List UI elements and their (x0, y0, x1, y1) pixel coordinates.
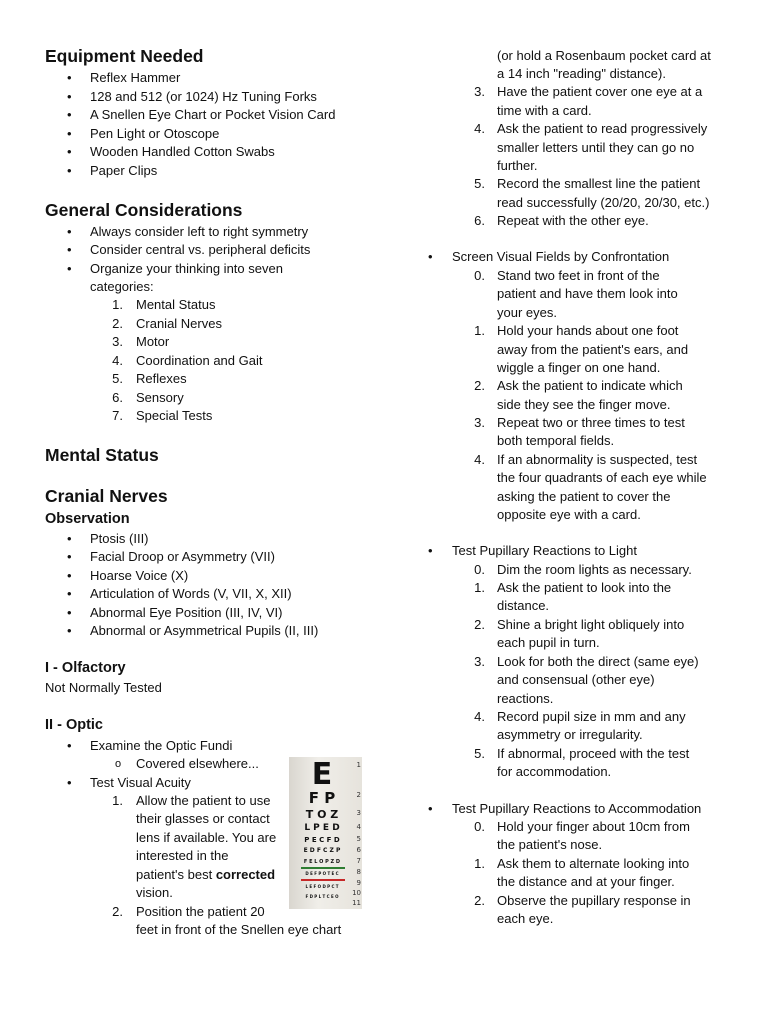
bullet: • (67, 126, 72, 141)
list-number: 4. (474, 709, 485, 724)
chart-row: L P E D (304, 823, 340, 833)
step-line: Position the patient 20 (136, 904, 265, 919)
list-number: 1. (474, 580, 485, 595)
olfactory-text: Not Normally Tested (45, 680, 162, 695)
category-item: Reflexes (136, 371, 187, 386)
bullet: • (67, 775, 72, 790)
list-number: 3. (474, 654, 485, 669)
step-line: further. (497, 158, 538, 173)
step-line: Ask the patient to indicate which (497, 378, 683, 393)
list-item: Ptosis (III) (90, 531, 149, 546)
bullet: • (67, 623, 72, 638)
step-line: Ask them to alternate looking into (497, 856, 690, 871)
step-line: vision. (136, 885, 173, 900)
bullet: • (67, 261, 72, 276)
bullet: • (67, 107, 72, 122)
list-number: 3. (474, 84, 485, 99)
step-line: a 14 inch "reading" distance). (497, 66, 666, 81)
step-line: Hold your hands about one foot (497, 323, 679, 338)
row-number: 11 (352, 899, 361, 907)
list-item: Consider central vs. peripheral deficits (90, 242, 311, 257)
step-line: wiggle a finger on one hand. (497, 360, 661, 375)
chart-row: F P (308, 789, 336, 807)
step-line: Repeat two or three times to test (497, 415, 685, 430)
step-line: Look for both the direct (same eye) (497, 654, 699, 669)
chart-row: F D P L T C E O (305, 894, 339, 899)
list-number: 7. (112, 408, 123, 423)
list-number: 1. (474, 856, 485, 871)
step-line: Hold your finger about 10cm from (497, 819, 690, 834)
step-line: interested in the (136, 848, 229, 863)
list-item: Always consider left to right symmetry (90, 224, 309, 239)
list-number: 4. (474, 452, 485, 467)
bullet: • (67, 242, 72, 257)
list-item-continuation: categories: (90, 279, 154, 294)
chart-row: E (311, 757, 333, 792)
list-number: 1. (474, 323, 485, 338)
row-number: 10 (352, 889, 361, 897)
step-line: asking the patient to cover the (497, 489, 671, 504)
list-item: Facial Droop or Asymmetry (VII) (90, 549, 275, 564)
step-line: feet in front of the Snellen eye chart (136, 922, 342, 937)
step-line: for accommodation. (497, 764, 612, 779)
list-item: Hoarse Voice (X) (90, 568, 189, 583)
step-line: Record pupil size in mm and any (497, 709, 686, 724)
list-number: 2. (474, 378, 485, 393)
sub-bullet: o (115, 758, 122, 770)
step-line: lens if available. You are (136, 830, 277, 845)
row-number: 9 (356, 879, 361, 887)
bullet: • (67, 738, 72, 753)
category-item: Motor (136, 334, 170, 349)
list-item: Abnormal or Asymmetrical Pupils (II, III) (90, 623, 319, 638)
list-number: 0. (474, 268, 485, 283)
row-number: 8 (356, 868, 361, 876)
list-item: Examine the Optic Fundi (90, 738, 233, 753)
sub-list-item: Covered elsewhere... (136, 756, 259, 771)
red-line (301, 879, 345, 881)
list-item: A Snellen Eye Chart or Pocket Vision Card (90, 107, 336, 122)
list-item: Pen Light or Otoscope (90, 126, 220, 141)
chart-row: T O Z (305, 808, 339, 821)
list-number: 2. (474, 893, 485, 908)
list-number: 4. (112, 353, 123, 368)
general-heading: General Considerations (45, 200, 243, 220)
step-line: away from the patient's ears, and (497, 342, 689, 357)
step-line: each pupil in turn. (497, 635, 600, 650)
row-number: 7 (356, 857, 361, 865)
step-line: Observe the pupillary response in (497, 893, 691, 908)
chart-row: P E C F D (304, 836, 340, 844)
category-item: Cranial Nerves (136, 316, 222, 331)
step-line: Shine a bright light obliquely into (497, 617, 685, 632)
bullet: • (67, 89, 72, 104)
bullet: • (428, 249, 433, 264)
step-line: their glasses or contact (136, 811, 270, 826)
step-line: the patient's nose. (497, 837, 603, 852)
observation-heading: Observation (45, 511, 130, 527)
list-item: Organize your thinking into seven (90, 261, 283, 276)
step-line: your eyes. (497, 305, 557, 320)
row-number: 5 (356, 835, 361, 843)
optic-heading: II - Optic (45, 717, 103, 733)
chart-row: L E F O D P C T (305, 884, 339, 889)
list-item: 128 and 512 (or 1024) Hz Tuning Forks (90, 89, 317, 104)
bullet: • (67, 531, 72, 546)
list-item: Reflex Hammer (90, 70, 181, 85)
bullet: • (67, 163, 72, 178)
snellen-eye-chart-image (289, 757, 362, 909)
step-line: time with a card. (497, 103, 592, 118)
list-number: 3. (112, 334, 123, 349)
list-number: 0. (474, 819, 485, 834)
step-line: Ask the patient to read progressively (497, 121, 708, 136)
list-number: 3. (474, 415, 485, 430)
chart-row: F E L O P Z D (303, 859, 341, 865)
row-number: 3 (356, 809, 361, 817)
green-line (301, 867, 345, 869)
bullet: • (428, 801, 433, 816)
bullet: • (67, 549, 72, 564)
row-number: 1 (356, 761, 361, 769)
step-line: If abnormal, proceed with the test (497, 746, 690, 761)
row-number: 4 (356, 823, 361, 831)
list-number: 0. (474, 562, 485, 577)
list-item: Abnormal Eye Position (III, IV, VI) (90, 605, 283, 620)
category-item: Sensory (136, 390, 184, 405)
step-line: Repeat with the other eye. (497, 213, 649, 228)
step-line: asymmetry or irregularity. (497, 727, 643, 742)
section-title: Screen Visual Fields by Confrontation (452, 249, 670, 264)
step-line (136, 867, 275, 882)
chart-row: E D F C Z P (303, 847, 341, 854)
bullet: • (428, 543, 433, 558)
list-number: 2. (474, 617, 485, 632)
step-text: patient's best (136, 867, 216, 882)
list-number: 6. (474, 213, 485, 228)
bullet: • (67, 605, 72, 620)
step-line: side they see the finger move. (497, 397, 671, 412)
list-number: 6. (112, 390, 123, 405)
olfactory-heading: I - Olfactory (45, 660, 126, 676)
mental-status-heading: Mental Status (45, 445, 159, 465)
category-item: Mental Status (136, 297, 216, 312)
step-line: (or hold a Rosenbaum pocket card at (497, 48, 711, 63)
list-number: 5. (112, 371, 123, 386)
list-item: Paper Clips (90, 163, 158, 178)
step-line: and consensual (other eye) (497, 672, 655, 687)
step-line: If an abnormality is suspected, test (497, 452, 698, 467)
step-line: smaller letters until they can go no (497, 140, 695, 155)
step-line: reactions. (497, 691, 554, 706)
row-number: 6 (356, 846, 361, 854)
emphasis-text: corrected (215, 867, 276, 882)
step-line: both temporal fields. (497, 433, 615, 448)
step-line: the four quadrants of each eye while (497, 470, 707, 485)
section-title: Test Pupillary Reactions to Accommodation (452, 801, 702, 816)
step-line: Record the smallest line the patient (497, 176, 701, 191)
bullet: • (67, 144, 72, 159)
list-number: 4. (474, 121, 485, 136)
list-number: 2. (112, 904, 123, 919)
list-number: 1. (112, 793, 123, 808)
step-line: Allow the patient to use (136, 793, 271, 808)
chart-row: D E F P O T E C (305, 871, 339, 876)
step-line: distance. (497, 598, 550, 613)
row-number: 2 (356, 791, 361, 799)
equipment-heading: Equipment Needed (45, 46, 204, 66)
list-item: Wooden Handled Cotton Swabs (90, 144, 275, 159)
list-number: 1. (112, 297, 123, 312)
category-item: Special Tests (136, 408, 213, 423)
bullet: • (67, 586, 72, 601)
step-line: Dim the room lights as necessary. (497, 562, 692, 577)
step-line: patient and have them look into (497, 286, 678, 301)
list-number: 5. (474, 746, 485, 761)
step-line: Ask the patient to look into the (497, 580, 672, 595)
list-number: 5. (474, 176, 485, 191)
list-item: Articulation of Words (V, VII, X, XII) (90, 586, 292, 601)
cranial-nerves-heading: Cranial Nerves (45, 486, 168, 506)
bullet: • (67, 568, 72, 583)
bullet: • (67, 70, 72, 85)
step-line: the distance and at your finger. (497, 874, 675, 889)
category-item: Coordination and Gait (136, 353, 263, 368)
step-line: read successfully (20/20, 20/30, etc.) (497, 195, 710, 210)
list-item: Test Visual Acuity (90, 775, 191, 790)
step-line: opposite eye with a card. (497, 507, 641, 522)
step-line: Have the patient cover one eye at a (497, 84, 703, 99)
section-title: Test Pupillary Reactions to Light (452, 543, 637, 558)
list-number: 2. (112, 316, 123, 331)
bullet: • (67, 224, 72, 239)
step-line: Stand two feet in front of the (497, 268, 660, 283)
step-line: each eye. (497, 911, 554, 926)
